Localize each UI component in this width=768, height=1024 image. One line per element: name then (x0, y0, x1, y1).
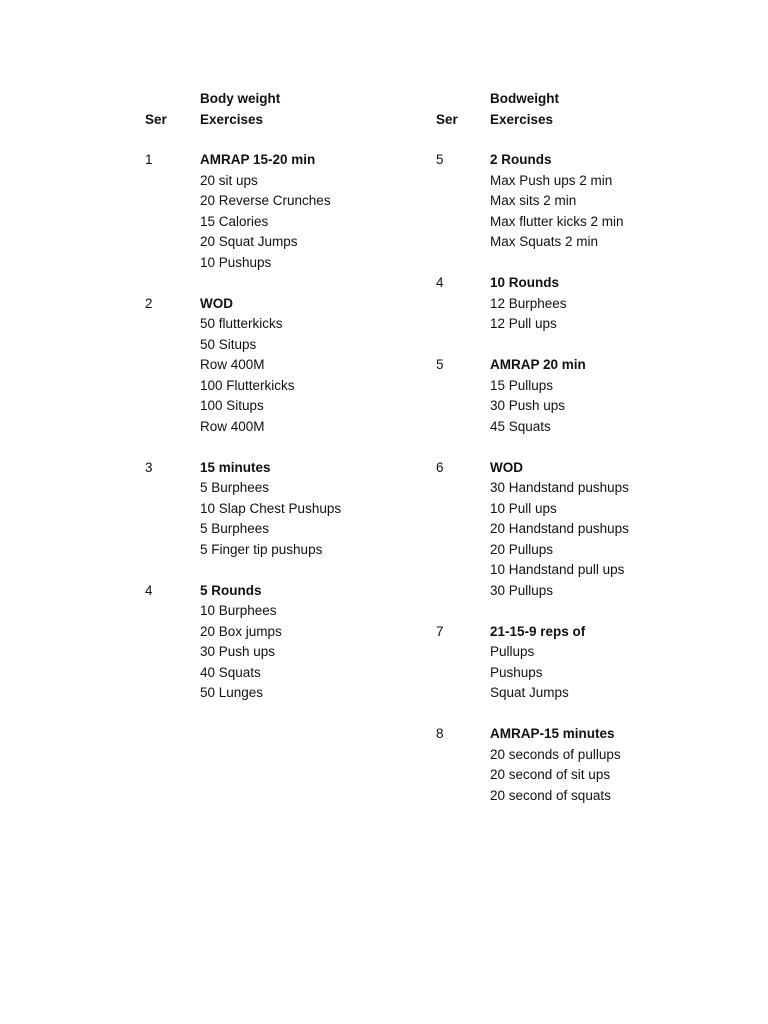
right-workout-list (436, 150, 629, 806)
exercise-item: Squat Jumps (490, 685, 569, 700)
exercise-item: 5 Finger tip pushups (200, 541, 323, 557)
exercise-item: 5 Burphees (200, 521, 270, 536)
exercise-item: Max Squats 2 min (490, 234, 599, 249)
exercise-item: 100 Situps (200, 398, 264, 413)
workout-title: AMRAP-15 minutes (490, 726, 615, 741)
exercises-header: Body weight Exercises (200, 91, 281, 127)
exercise-item: 12 Burphees (490, 295, 567, 311)
exercise-item: 10 Pull ups (490, 500, 557, 516)
workout-title: AMRAP 20 min (490, 357, 586, 372)
exercise-item: 50 Situps (200, 336, 257, 352)
serial-number: 5 (436, 152, 444, 167)
workout-entry (436, 622, 629, 704)
workout-title: WOD (490, 459, 523, 475)
exercise-item: Row 400M (200, 418, 265, 434)
workout-details (490, 273, 567, 335)
exercise-item: Max flutter kicks 2 min (490, 213, 624, 229)
exercise-item: 30 Push ups (490, 398, 566, 413)
workout-entry (436, 355, 629, 437)
right-column (436, 89, 629, 827)
workout-title: WOD (200, 295, 233, 311)
exercise-item: 20 Box jumps (200, 623, 282, 639)
workout-details (490, 355, 586, 437)
workout-details (490, 724, 621, 806)
exercise-item: 30 Pullups (490, 582, 554, 598)
exercise-item: 20 second of sit ups (490, 767, 611, 782)
workout-entry (145, 581, 341, 704)
left-workout-list (145, 150, 341, 704)
right-column-header (436, 89, 629, 130)
exercise-item: Max sits 2 min (490, 193, 577, 208)
exercise-item: 50 Lunges (200, 685, 264, 700)
exercise-item: 40 Squats (200, 664, 261, 680)
workout-title: 10 Rounds (490, 275, 560, 290)
workout-entry (436, 150, 629, 253)
workout-entry (436, 724, 629, 806)
workout-title: 5 Rounds (200, 582, 262, 598)
workout-title: AMRAP 15-20 min (200, 152, 316, 167)
exercise-item: 12 Pull ups (490, 316, 557, 331)
exercise-item: 10 Handstand pull ups (490, 562, 625, 577)
exercise-item: 10 Burphees (200, 603, 277, 618)
exercise-item: 20 Reverse Crunches (200, 193, 331, 208)
exercise-item: 20 Squat Jumps (200, 234, 298, 249)
workout-entry (436, 458, 629, 602)
workout-details (490, 458, 629, 602)
serial-number: 4 (436, 275, 444, 290)
exercise-item: 30 Push ups (200, 644, 276, 659)
workout-details (490, 150, 624, 253)
exercise-item: 20 seconds of pullups (490, 746, 621, 762)
workout-entry (436, 273, 629, 335)
exercise-item: Row 400M (200, 357, 265, 372)
serial-number: 5 (436, 357, 444, 372)
exercise-item: Max Push ups 2 min (490, 172, 613, 188)
exercise-item: 20 sit ups (200, 172, 258, 188)
exercise-item: 5 Burphees (200, 480, 270, 495)
serial-number: 3 (145, 459, 153, 475)
exercise-item: 50 flutterkicks (200, 316, 283, 331)
exercise-item: 15 Calories (200, 213, 269, 229)
ser-header: Ser (436, 111, 458, 127)
workout-title: 2 Rounds (490, 152, 552, 167)
exercise-item: 20 Pullups (490, 541, 554, 557)
exercise-item: Pullups (490, 644, 535, 659)
exercise-item: 30 Handstand pushups (490, 480, 629, 495)
serial-number: 4 (145, 582, 153, 598)
exercise-item: Pushups (490, 664, 543, 680)
workout-title: 15 minutes (200, 459, 271, 475)
workout-title: 21-15-9 reps of (490, 623, 586, 639)
workout-details (200, 150, 331, 273)
serial-number: 7 (436, 623, 444, 639)
exercise-item: 20 Handstand pushups (490, 521, 629, 536)
exercise-item: 45 Squats (490, 418, 551, 434)
exercise-item: 15 Pullups (490, 377, 554, 393)
ser-header: Ser (145, 111, 167, 127)
workout-entry (145, 150, 341, 273)
exercise-item: 20 second of squats (490, 787, 611, 803)
exercise-item: 10 Pushups (200, 254, 272, 270)
serial-number: 1 (145, 152, 153, 167)
workout-entry (145, 294, 341, 438)
workout-details (490, 622, 585, 704)
serial-number: 8 (436, 726, 444, 741)
workout-details (200, 581, 282, 704)
workout-entry (145, 458, 341, 561)
left-column (145, 89, 341, 724)
exercises-header: Bodweight Exercises (490, 91, 559, 127)
serial-number: 2 (145, 295, 153, 311)
left-column-header (145, 89, 341, 130)
exercise-item: 100 Flutterkicks (200, 377, 295, 393)
exercise-item: 10 Slap Chest Pushups (200, 500, 342, 516)
workout-details (200, 458, 341, 561)
serial-number: 6 (436, 459, 444, 475)
workout-details (200, 294, 295, 438)
